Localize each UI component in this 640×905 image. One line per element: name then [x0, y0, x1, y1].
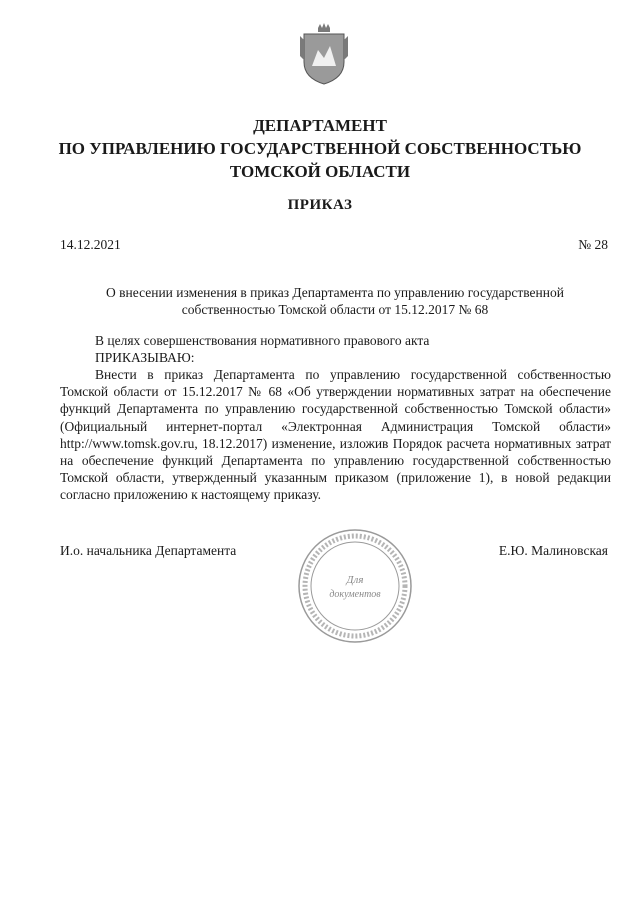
order-body-paragraph: Внести в приказ Департамента по управлению государственной собственностью Томской области от 15.12.2017 № 68 «Об утверждении нормативных затрат на обеспечение функций Департамента по управлению государственной собственностью Томской области» (Официальный интернет-портал «Электронная Администрация Томской области» http://www.tomsk.gov.ru, 18.12.2017) изменение, изложив Порядок расчета нормативных затрат на обеспечение функций Департамента по управлению государственной собственностью Томской области, утвержденный указанным приказом (приложение 1), в новой редакции согласно приложению к настоящему приказу. — [60, 367, 611, 503]
order-subject: О внесении изменения в приказ Департамента по управлению государственной собственностью Томской области от 15.12.2017 № 68 — [106, 285, 564, 317]
signatory-name: Е.Ю. Малиновская — [498, 543, 608, 558]
intro-line: В целях совершенствования нормативного правового акта — [95, 333, 430, 348]
department-name-line-3: ТОМСКОЙ ОБЛАСТИ — [229, 162, 411, 181]
coat-of-arms-icon — [300, 22, 348, 86]
order-number: № 28 — [578, 237, 608, 252]
stamp-text-line-2: документов — [329, 589, 381, 600]
official-stamp-seal — [296, 527, 414, 645]
department-name-line-1: ДЕПАРТАМЕНТ — [253, 116, 387, 135]
stamp-text-line-1: Для — [346, 574, 364, 586]
signatory-position: И.о. начальника Департамента — [60, 543, 237, 558]
document-type-title: ПРИКАЗ — [287, 197, 353, 213]
department-name-line-2: ПО УПРАВЛЕНИЮ ГОСУДАРСТВЕННОЙ СОБСТВЕННОСТЬЮ — [58, 139, 582, 158]
order-word: ПРИКАЗЫВАЮ: — [95, 350, 195, 365]
order-date: 14.12.2021 — [60, 237, 121, 252]
